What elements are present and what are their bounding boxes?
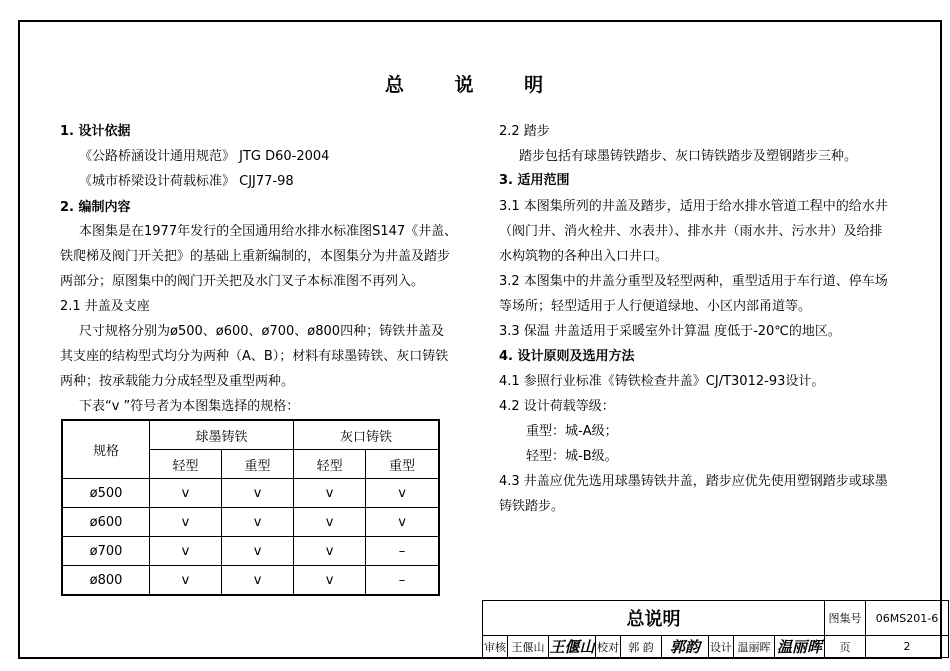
section-2-2-heading: 2.2 踏步	[499, 124, 550, 139]
drawing-title: 总说明	[483, 601, 825, 636]
table-row	[62, 537, 439, 566]
section-1-heading: 1. 设计依据	[60, 124, 131, 139]
value-cell: v	[294, 479, 366, 508]
page-title: 总 说 明	[384, 74, 566, 96]
table-row	[62, 566, 439, 596]
reference-2: 《城市桥梁设计荷载标准》 CJJ77-98	[79, 174, 294, 189]
value-cell: v	[222, 566, 294, 596]
section-2-1-line: 其支座的结构型式均分为两种（A、B）；材料有球墨铸铁、灰口铸铁	[60, 349, 449, 364]
table-caption: 下表“v ”符号者为本图集选择的规格：	[79, 399, 300, 414]
section-3-1-line: 水构筑物的各种出入口井口。	[499, 249, 669, 264]
section-4-3-line: 4.3 井盖应优先选用球墨铸铁井盖，踏步应优先使用塑钢踏步或球墨	[499, 474, 888, 489]
heavy-type-header: 重型	[366, 450, 439, 479]
reviewer-name: 王偃山	[508, 636, 549, 658]
reviewer-signature: 王偃山	[549, 636, 596, 658]
value-cell: v	[294, 566, 366, 596]
design-label: 设计	[709, 636, 734, 658]
title-block	[482, 600, 949, 658]
reference-1: 《公路桥涵设计通用规范》 JTG D60-2004	[79, 149, 330, 164]
size-cell: ø700	[62, 537, 150, 566]
value-cell: v	[150, 537, 222, 566]
value-cell: v	[222, 508, 294, 537]
check-label: 校对	[596, 636, 621, 658]
ductile-iron-header: 球墨铸铁	[150, 420, 294, 450]
value-cell: v	[222, 479, 294, 508]
section-4-2-line: 轻型：城-B级。	[526, 449, 618, 464]
section-4-2-line: 4.2 设计荷载等级：	[499, 399, 615, 414]
section-3-2-line: 等场所；轻型适用于人行便道绿地、小区内部甬道等。	[499, 299, 812, 314]
section-3-1-line: （阀门井、消火栓井、水表井）、排水井（雨水井、污水井）及给排	[499, 224, 883, 239]
designer-signature: 温丽晖	[775, 636, 825, 658]
light-type-header: 轻型	[294, 450, 366, 479]
table-row	[62, 479, 439, 508]
heavy-type-header: 重型	[222, 450, 294, 479]
value-cell: –	[366, 566, 439, 596]
section-2-line: 本图集是在1977年发行的全国通用给水排水标准图S147《井盖、	[79, 224, 458, 239]
value-cell: v	[150, 566, 222, 596]
value-cell: v	[294, 508, 366, 537]
gray-iron-header: 灰口铸铁	[294, 420, 439, 450]
spec-header: 规格	[62, 420, 150, 479]
value-cell: v	[150, 479, 222, 508]
section-3-2-line: 3.2 本图集中的井盖分重型及轻型两种，重型适用于车行道、停车场	[499, 274, 888, 289]
value-cell: –	[366, 537, 439, 566]
table-row	[62, 508, 439, 537]
section-2-line: 铁爬梯及阀门开关把》的基础上重新编制的，本图集分为井盖及踏步	[60, 249, 451, 264]
section-2-2-line: 踏步包括有球墨铸铁踏步、灰口铸铁踏步及塑钢踏步三种。	[519, 149, 858, 164]
section-4-3-line: 铸铁踏步。	[499, 499, 565, 514]
section-4-1-line: 4.1 参照行业标准《铸铁检查井盖》CJ/T3012-93设计。	[499, 374, 825, 389]
value-cell: v	[150, 508, 222, 537]
section-2-heading: 2. 编制内容	[60, 200, 131, 215]
section-2-line: 两部分；原图集中的阀门开关把及水门叉子本标准图不再列入。	[60, 274, 425, 289]
section-4-2-line: 重型：城-A级；	[526, 424, 618, 439]
designer-name: 温丽晖	[734, 636, 775, 658]
light-type-header: 轻型	[150, 450, 222, 479]
section-2-1-line: 两种；按承载能力分成轻型及重型两种。	[60, 374, 295, 389]
atlas-number: 06MS201-6	[866, 601, 949, 636]
section-3-heading: 3. 适用范围	[499, 173, 570, 188]
section-3-1-line: 3.1 本图集所列的井盖及踏步，适用于给水排水管道工程中的给水井	[499, 199, 888, 214]
spec-table	[61, 419, 440, 596]
section-4-heading: 4. 设计原则及选用方法	[499, 349, 635, 364]
value-cell: v	[366, 479, 439, 508]
page-number: 2	[866, 636, 949, 658]
value-cell: v	[366, 508, 439, 537]
size-cell: ø800	[62, 566, 150, 596]
section-3-3-line: 3.3 保温 井盖适用于采暖室外计算温 度低于-20℃的地区。	[499, 324, 841, 339]
size-cell: ø500	[62, 479, 150, 508]
section-2-1-line: 尺寸规格分别为ø500、ø600、ø700、ø800四种；铸铁井盖及	[79, 324, 445, 339]
value-cell: v	[294, 537, 366, 566]
review-label: 审核	[483, 636, 508, 658]
atlas-label: 图集号	[825, 601, 866, 636]
value-cell: v	[222, 537, 294, 566]
page-label: 页	[825, 636, 866, 658]
size-cell: ø600	[62, 508, 150, 537]
section-2-1-heading: 2.1 井盖及支座	[60, 299, 150, 314]
checker-signature: 郭韵	[662, 636, 709, 658]
checker-name: 郭 韵	[621, 636, 662, 658]
